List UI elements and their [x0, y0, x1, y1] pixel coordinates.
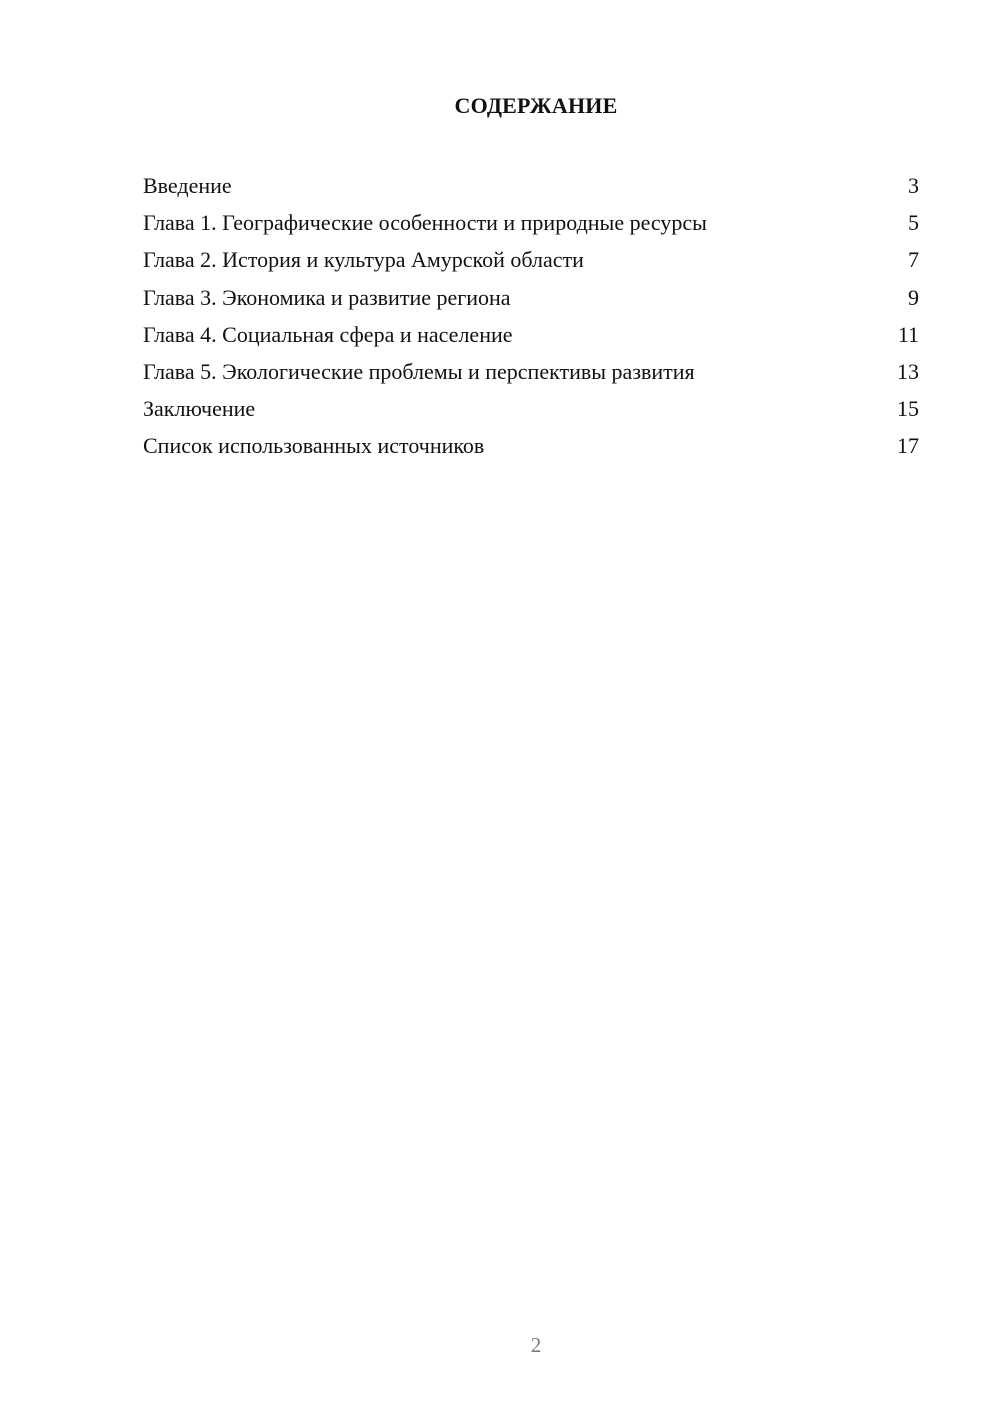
toc-entry-text: Глава 2. История и культура Амурской области: [143, 247, 584, 273]
toc-entry-text: Глава 1. Географические особенности и природные ресурсы: [143, 210, 707, 236]
page-number: 2: [530, 1333, 542, 1357]
toc-entry-text: Введение: [143, 173, 232, 198]
toc-title: СОДЕРЖАНИЕ: [454, 93, 618, 118]
toc-entry-chapter-2[interactable]: [143, 241, 919, 278]
toc-entry-conclusion[interactable]: [143, 390, 919, 427]
toc-entry-text: Глава 5. Экологические проблемы и перспективы развития: [143, 358, 695, 384]
toc-entry-page: 3: [908, 173, 919, 198]
toc-entry-page: 5: [908, 210, 919, 236]
toc-entry-page: 7: [908, 247, 919, 273]
toc-entry-chapter-5[interactable]: [143, 353, 919, 390]
toc-entry-text: Список использованных источников: [143, 433, 485, 459]
toc-entry-chapter-1[interactable]: [143, 204, 919, 241]
toc-entry-page: 13: [897, 358, 919, 384]
toc-entry-text: Заключение: [143, 396, 256, 422]
toc-entry-text: Глава 4. Социальная сфера и население: [143, 321, 513, 347]
toc-entry-introduction[interactable]: [143, 167, 919, 204]
toc-entry-page: 11: [897, 321, 919, 347]
toc-entry-text: Глава 3. Экономика и развитие региона: [143, 284, 511, 310]
toc-entry-page: 9: [908, 284, 919, 310]
toc-entry-chapter-3[interactable]: [143, 279, 919, 316]
toc-entry-chapter-4[interactable]: [143, 316, 919, 353]
toc-entry-page: 15: [897, 396, 919, 422]
table-of-contents: [143, 167, 919, 465]
toc-entry-references[interactable]: [143, 427, 919, 464]
toc-entry-page: 17: [897, 433, 919, 459]
